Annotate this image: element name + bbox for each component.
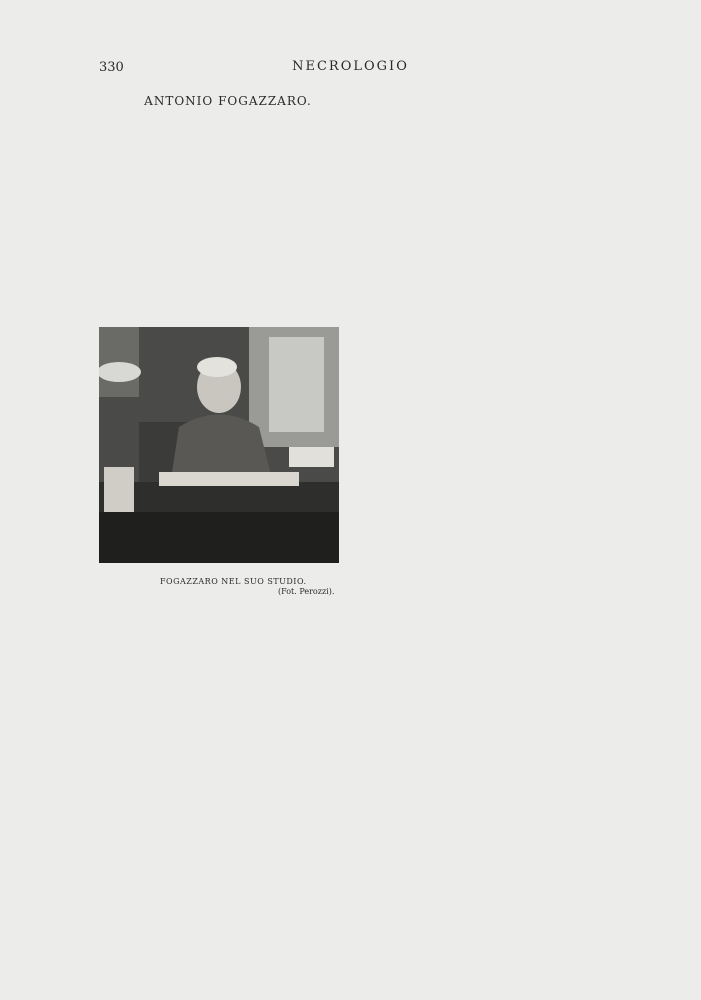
body-text-left-top [99, 115, 357, 327]
portrait-photo [99, 327, 339, 563]
body-text-left-bottom [87, 627, 359, 877]
body-text-right [373, 79, 653, 879]
running-head: NECROLOGIO [292, 59, 409, 74]
article-title: ANTONIO FOGAZZARO. [144, 94, 312, 108]
page-number: 330 [99, 60, 124, 75]
photo-credit: (Fot. Perozzi). [278, 587, 335, 596]
portrait-illustration [99, 327, 339, 563]
left-column-top [99, 94, 357, 306]
left-column-bottom [87, 627, 359, 877]
photo-caption: FOGAZZARO NEL SUO STUDIO. [160, 577, 307, 586]
right-column [373, 79, 653, 879]
